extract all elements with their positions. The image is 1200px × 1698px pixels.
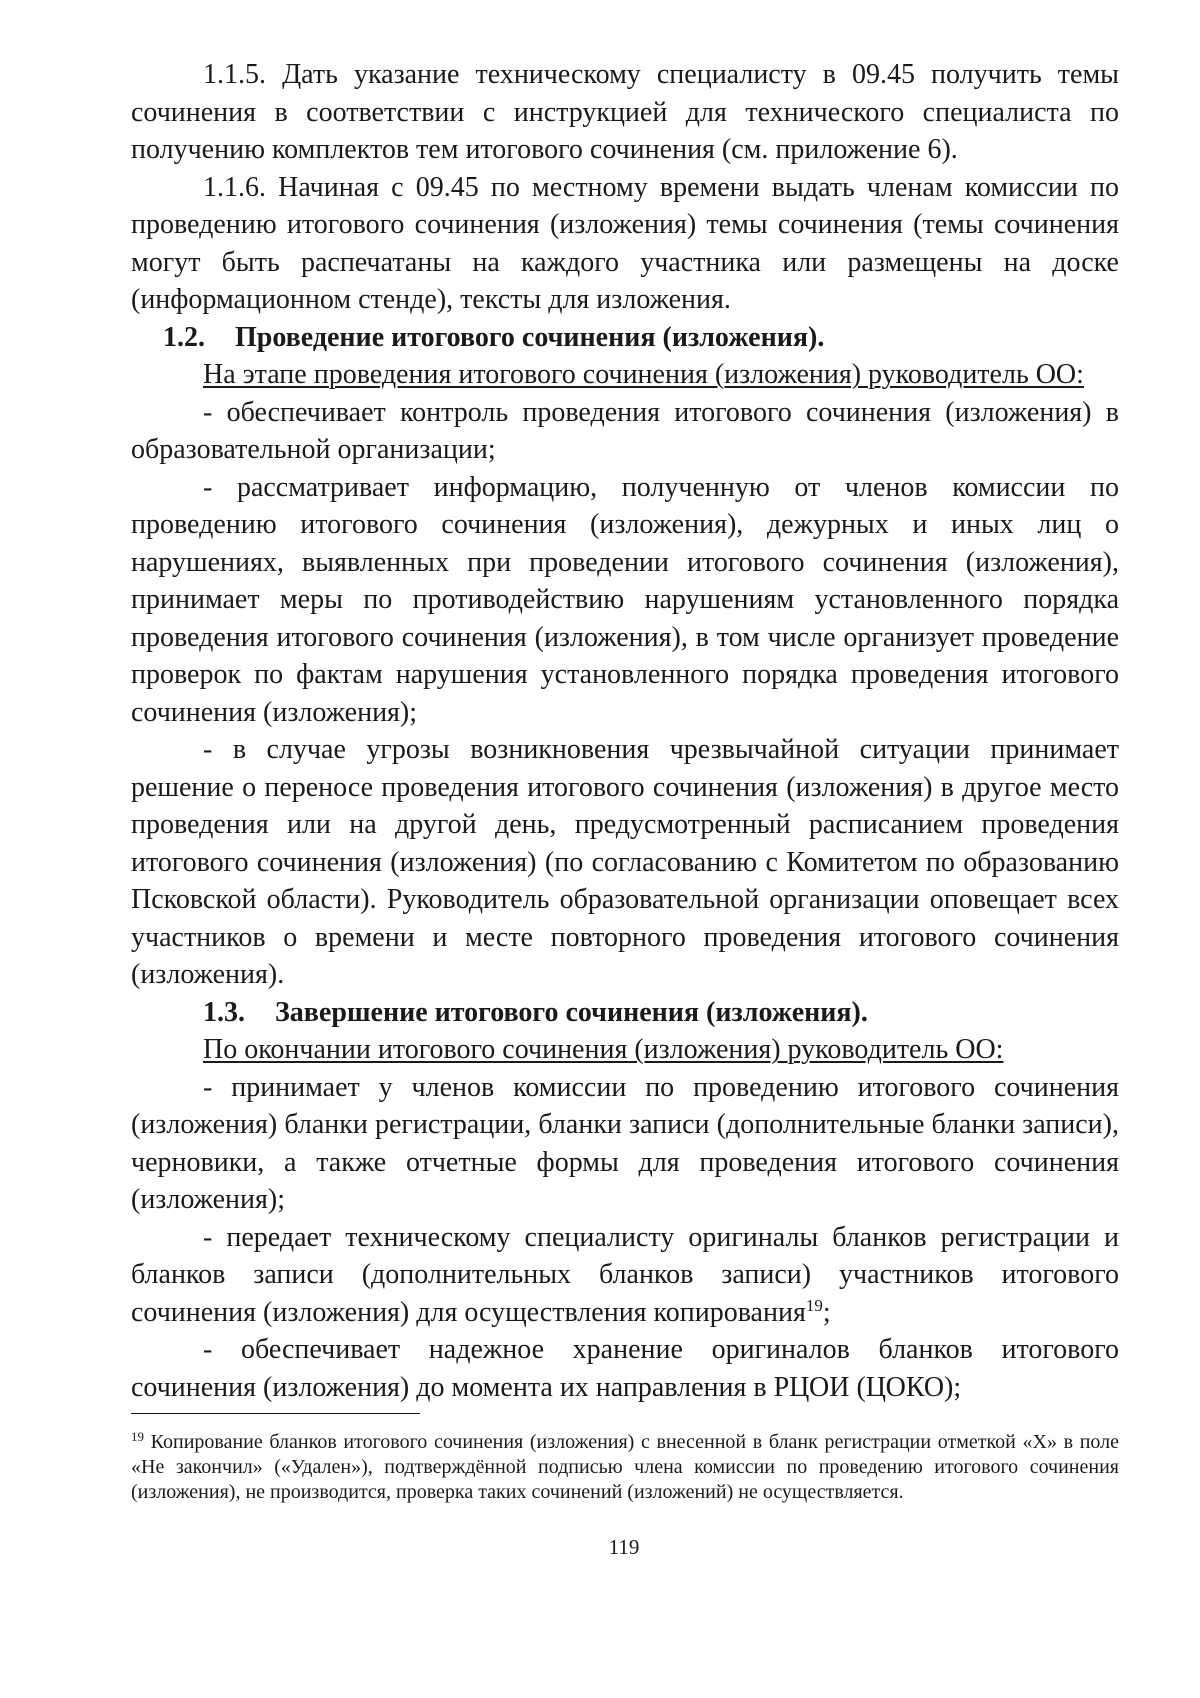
section-heading-1-3 — [131, 994, 1119, 1032]
list-item-text: - передает техническому специалисту оригиналы бланков регистрации и бланков записи (дополнительных бланков записи) участников итогового сочинения (изложения) для осуществления копирования — [131, 1221, 1119, 1328]
section-heading-1-2 — [131, 319, 1119, 357]
section-lead-text: На этапе проведения итогового сочинения (изложения) руководитель ОО: — [203, 359, 1084, 390]
list-item: - обеспечивает контроль проведения итогового сочинения (изложения) в образовательной организации; — [131, 396, 1119, 465]
footnote — [131, 1430, 1119, 1505]
paragraph-1-1-5: 1.1.5. Дать указание техническому специалисту в 09.45 получить темы сочинения в соответствии с инструкцией для технического специалиста по получению комплектов тем итогового сочинения (см. приложение 6). — [131, 59, 1119, 165]
list-item: - обеспечивает надежное хранение оригиналов бланков итогового сочинения (изложения) до момента их направления в РЦОИ (ЦОКО); — [131, 1334, 1119, 1403]
list-item: - рассматривает информацию, полученную от членов комиссии по проведению итогового сочинения (изложения), дежурных и иных лиц о нарушениях, выявленных при проведении итогового сочинения (изложения), принимает меры по противодействию нарушениям установленного порядка проведения итогового сочинения (изложения), в том числе организует проведение проверок по фактам нарушения установленного порядка проведения итогового сочинения (изложения); — [131, 471, 1119, 728]
section-number: 1.3. — [203, 996, 245, 1028]
document-body — [131, 56, 1119, 1406]
list-item: - в случае угрозы возникновения чрезвычайной ситуации принимает решение о переносе проведения итогового сочинения (изложения) в другое место проведения или на другой день, предусмотренный расписанием проведения итогового сочинения (изложения) (по согласованию с Комитетом по образованию Псковской области). Руководитель образовательной организации оповещает всех участников о времени и месте повторного проведения итогового сочинения (изложения). — [131, 734, 1119, 990]
list-item: - принимает у членов комиссии по проведению итогового сочинения (изложения) бланки регистрации, бланки записи (дополнительные бланки записи), черновики, а также отчетные формы для проведения итогового сочинения (изложения); — [131, 1071, 1119, 1215]
section-lead — [131, 356, 1119, 394]
list-item — [131, 1219, 1119, 1332]
page-number: 119 — [608, 1535, 640, 1559]
section-title: Завершение итогового сочинения (изложения). — [275, 996, 868, 1028]
section-lead-text: По окончании итогового сочинения (изложения) руководитель ОО: — [203, 1034, 1004, 1065]
section-lead — [131, 1031, 1119, 1069]
section-number: 1.2. — [163, 321, 205, 353]
footnote-text: Копирование бланков итогового сочинения (изложения) с внесенной в бланк регистрации отметкой «Х» в поле «Не закончил» («Удален»), подтверждённой подписью члена комиссии по проведению итогового сочинения (изложения), не производится, проверка таких сочинений (изложений) не осуществляется. — [131, 1431, 1119, 1503]
list-item-end: ; — [822, 1296, 831, 1328]
footnote-reference[interactable]: 19 — [805, 1295, 823, 1315]
paragraph-1-1-6: 1.1.6. Начиная с 09.45 по местному времени выдать членам комиссии по проведению итогового сочинения (изложения) темы сочинения (темы сочинения могут быть распечатаны на каждого участника или размещены на доске (информационном стенде), тексты для изложения. — [131, 171, 1119, 315]
footnote-marker: 19 — [131, 1429, 144, 1444]
section-title: Проведение итогового сочинения (изложения). — [235, 321, 825, 353]
footnote-separator — [131, 1413, 420, 1414]
